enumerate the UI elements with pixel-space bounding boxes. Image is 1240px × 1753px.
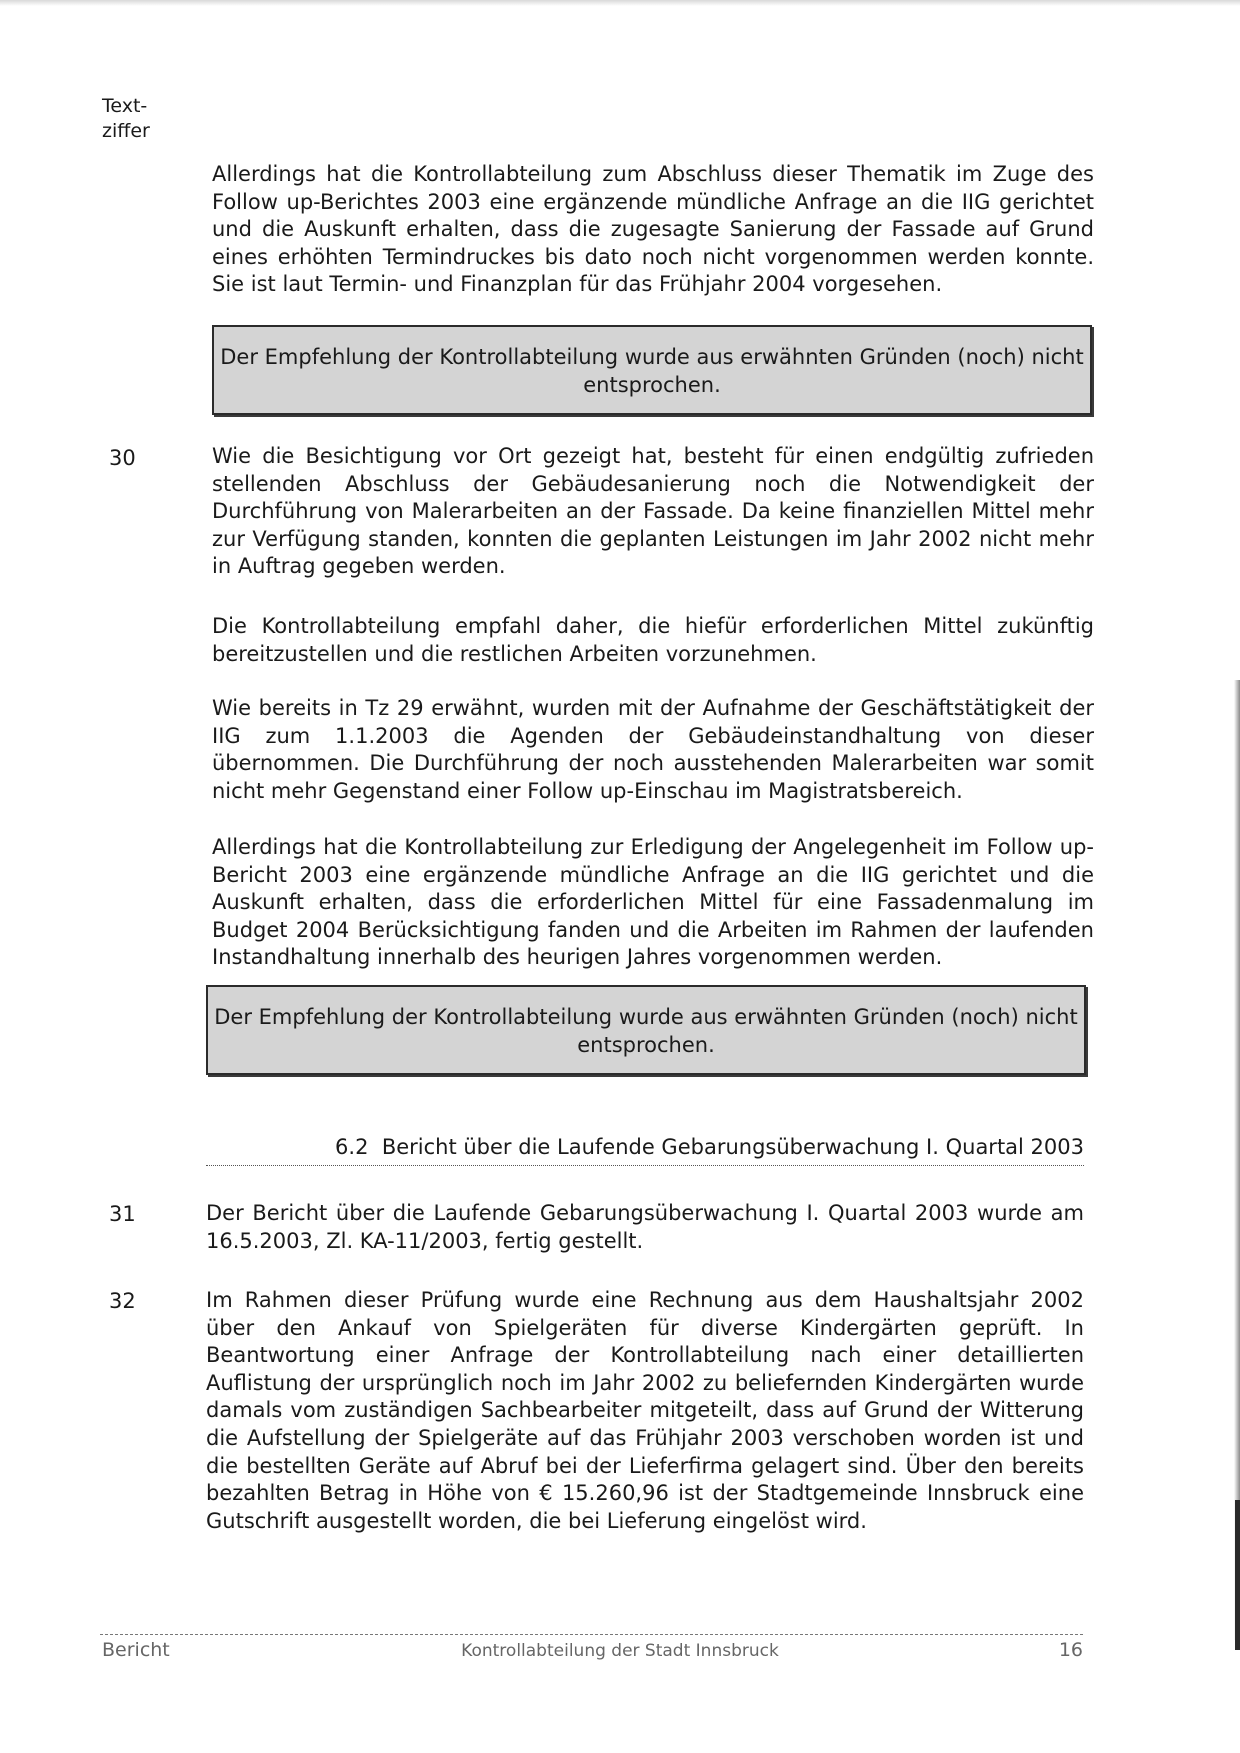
page-number: 16 [1058, 1639, 1083, 1661]
tz30-paragraph-1: Wie die Besichtigung vor Ort gezeigt hat, besteht für einen endgültig zufrieden stellenden Abschluss der Gebäudesanierung noch die Notwendigkeit der Durchführung von Malerarbeiten an der Fassade. Da keine finanziellen Mittel mehr zur Verfügung standen, konnten die geplanten Leistungen im Jahr 2002 nicht mehr in Auftrag gegeben werden. [212, 444, 1094, 579]
text-number: 31 [109, 1202, 136, 1226]
recommendation-status-box: Der Empfehlung der Kontrollabteilung wurde aus erwähnten Gründen (noch) nicht entsprochen. [212, 325, 1092, 415]
tz30-paragraph-2: Die Kontrollabteilung empfahl daher, die hiefür erforderlichen Mittel zukünftig bereitzustellen und die restlichen Arbeiten vorzunehmen. [212, 614, 1094, 666]
text-number: 32 [109, 1289, 136, 1313]
text-number: 30 [109, 446, 136, 470]
section-heading [206, 1133, 1084, 1166]
footer-doc-type: Bericht [102, 1639, 170, 1661]
margin-column-label: Text- ziffer [102, 95, 150, 142]
tz30-paragraph-3: Wie bereits in Tz 29 erwähnt, wurden mit der Aufnahme der Geschäftstätigkeit der IIG zum 1.1.2003 die Agenden der Gebäudeinstandhaltung von dieser übernommen. Die Durchführung der noch ausstehenden Malerarbeiten war somit nicht mehr Gegenstand einer Follow up-Einschau im Magistratsbereich. [212, 696, 1094, 803]
footer-divider [100, 1634, 1083, 1635]
scan-edge [1234, 680, 1240, 1640]
scan-edge [1235, 1500, 1240, 1650]
section-title: Bericht über die Laufende Gebarungsüberwachung I. Quartal 2003 [381, 1135, 1084, 1159]
intro-paragraph: Allerdings hat die Kontrollabteilung zum Abschluss dieser Thematik im Zuge des Follow up-Berichtes 2003 eine ergänzende mündliche Anfrage an die IIG gerichtet und die Auskunft erhalten, dass die zugesagte Sanierung der Fassade auf Grund eines erhöhten Termindruckes bis dato noch nicht vorgenommen werden konnte. Sie ist laut Termin- und Finanzplan für das Frühjahr 2004 vorgesehen. [212, 162, 1094, 297]
tz31-paragraph: Der Bericht über die Laufende Gebarungsüberwachung I. Quartal 2003 wurde am 16.5.2003, Zl. KA-11/2003, fertig gestellt. [206, 1201, 1084, 1253]
scan-edge [0, 0, 1240, 6]
footer-organization: Kontrollabteilung der Stadt Innsbruck [461, 1641, 779, 1661]
recommendation-status-box: Der Empfehlung der Kontrollabteilung wurde aus erwähnten Gründen (noch) nicht entsprochen. [206, 985, 1086, 1075]
section-number: 6.2 [335, 1135, 369, 1159]
tz32-paragraph: Im Rahmen dieser Prüfung wurde eine Rechnung aus dem Haushaltsjahr 2002 über den Ankauf von Spielgeräten für diverse Kindergärten geprüft. In Beantwortung einer Anfrage der Kontrollabteilung nach einer detaillierten Auflistung der ursprünglich noch im Jahr 2002 zu beliefernden Kindergärten wurde damals vom zuständigen Sachbearbeiter mitgeteilt, dass auf Grund der Witterung die Aufstellung der Spielgeräte auf das Frühjahr 2003 verschoben worden ist und die bestellten Geräte auf Abruf bei der Lieferfirma gelagert sind. Über den bereits bezahlten Betrag in Höhe von € 15.260,96 ist der Stadtgemeinde Innsbruck eine Gutschrift ausgestellt worden, die bei Lieferung eingelöst wird. [206, 1288, 1084, 1533]
tz30-paragraph-4: Allerdings hat die Kontrollabteilung zur Erledigung der Angelegenheit im Follow up-Bericht 2003 eine ergänzende mündliche Anfrage an die IIG gerichtet und die Auskunft erhalten, dass die erforderlichen Mittel für eine Fassadenmalung im Budget 2004 Berücksichtigung fanden und die Arbeiten im Rahmen der laufenden Instandhaltung innerhalb des heurigen Jahres vorgenommen werden. [212, 835, 1094, 970]
